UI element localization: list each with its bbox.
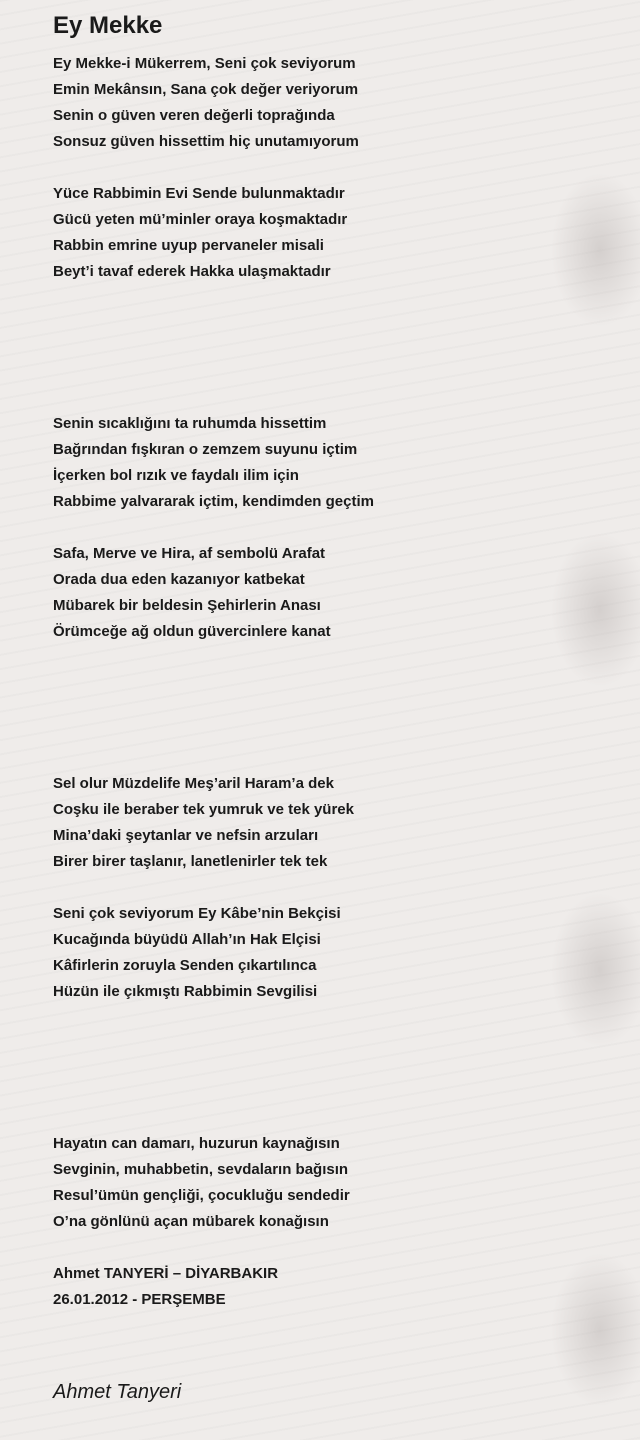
poem-line: Beyt’i tavaf ederek Hakka ulaşmaktadır bbox=[53, 263, 331, 280]
poem-line: Resul’ümün gençliği, çocukluğu sendedir bbox=[53, 1187, 350, 1204]
poem-line: Coşku ile beraber tek yumruk ve tek yürek bbox=[53, 801, 354, 818]
poem-line: Birer birer taşlanır, lanetlenirler tek tek bbox=[53, 853, 328, 870]
poem-line: Safa, Merve ve Hira, af sembolü Arafat bbox=[53, 545, 326, 562]
poem-line: Bağrından fışkıran o zemzem suyunu içtim bbox=[53, 441, 358, 458]
stanza-2 bbox=[53, 181, 347, 285]
poem-title: Ey Mekke bbox=[53, 12, 163, 39]
poem-line: Sel olur Müzdelife Meş’aril Haram’a dek bbox=[53, 775, 334, 792]
poem-line: Ey Mekke-i Mükerrem, Seni çok seviyorum bbox=[53, 55, 356, 72]
poem-line: Mina’daki şeytanlar ve nefsin arzuları bbox=[53, 827, 319, 844]
stanza-1 bbox=[53, 51, 359, 155]
stanza-3 bbox=[53, 411, 374, 515]
poem-line: İçerken bol rızık ve faydalı ilim için bbox=[53, 467, 299, 484]
poem-line: Mübarek bir beldesin Şehirlerin Anası bbox=[53, 597, 321, 614]
poem-line: Kâfirlerin zoruyla Senden çıkartılınca bbox=[53, 957, 317, 974]
poem-line: Örümceğe ağ oldun güvercinlere kanat bbox=[53, 623, 331, 640]
poem-line: Hüzün ile çıkmıştı Rabbimin Sevgilisi bbox=[53, 983, 318, 1000]
poem-line: Emin Mekânsın, Sana çok değer veriyorum bbox=[53, 81, 359, 98]
poem-line: Sonsuz güven hissettim hiç unutamıyorum bbox=[53, 133, 359, 150]
stanza-4 bbox=[53, 541, 331, 645]
stanza-6 bbox=[53, 901, 341, 1005]
poem-line: Seni çok seviyorum Ey Kâbe’nin Bekçisi bbox=[53, 905, 341, 922]
stanza-7 bbox=[53, 1131, 350, 1235]
poem-line: Gücü yeten mü’minler oraya koşmaktadır bbox=[53, 211, 348, 228]
poem-line: Rabbime yalvararak içtim, kendimden geçtim bbox=[53, 493, 374, 510]
poem-line: O’na gönlünü açan mübarek konağısın bbox=[53, 1213, 329, 1230]
poem-line: Orada dua eden kazanıyor katbekat bbox=[53, 571, 305, 588]
poem-line: Senin sıcaklığını ta ruhumda hissettim bbox=[53, 415, 327, 432]
poem-line: Yüce Rabbimin Evi Sende bulunmaktadır bbox=[53, 185, 345, 202]
poem-line: Sevginin, muhabbetin, sevdaların bağısın bbox=[53, 1161, 349, 1178]
poem-line: Senin o güven veren değerli toprağında bbox=[53, 107, 335, 124]
author-block bbox=[53, 1261, 278, 1313]
poem-line: Hayatın can damarı, huzurun kaynağısın bbox=[53, 1135, 340, 1152]
poem-date: 26.01.2012 - PERŞEMBE bbox=[53, 1291, 226, 1308]
poem-line: Rabbin emrine uyup pervaneler misali bbox=[53, 237, 324, 254]
author-signature: Ahmet Tanyeri bbox=[53, 1381, 182, 1403]
author-location: Ahmet TANYERİ – DİYARBAKIR bbox=[53, 1265, 279, 1282]
stanza-5 bbox=[53, 771, 354, 875]
poem-line: Kucağında büyüdü Allah’ın Hak Elçisi bbox=[53, 931, 321, 948]
